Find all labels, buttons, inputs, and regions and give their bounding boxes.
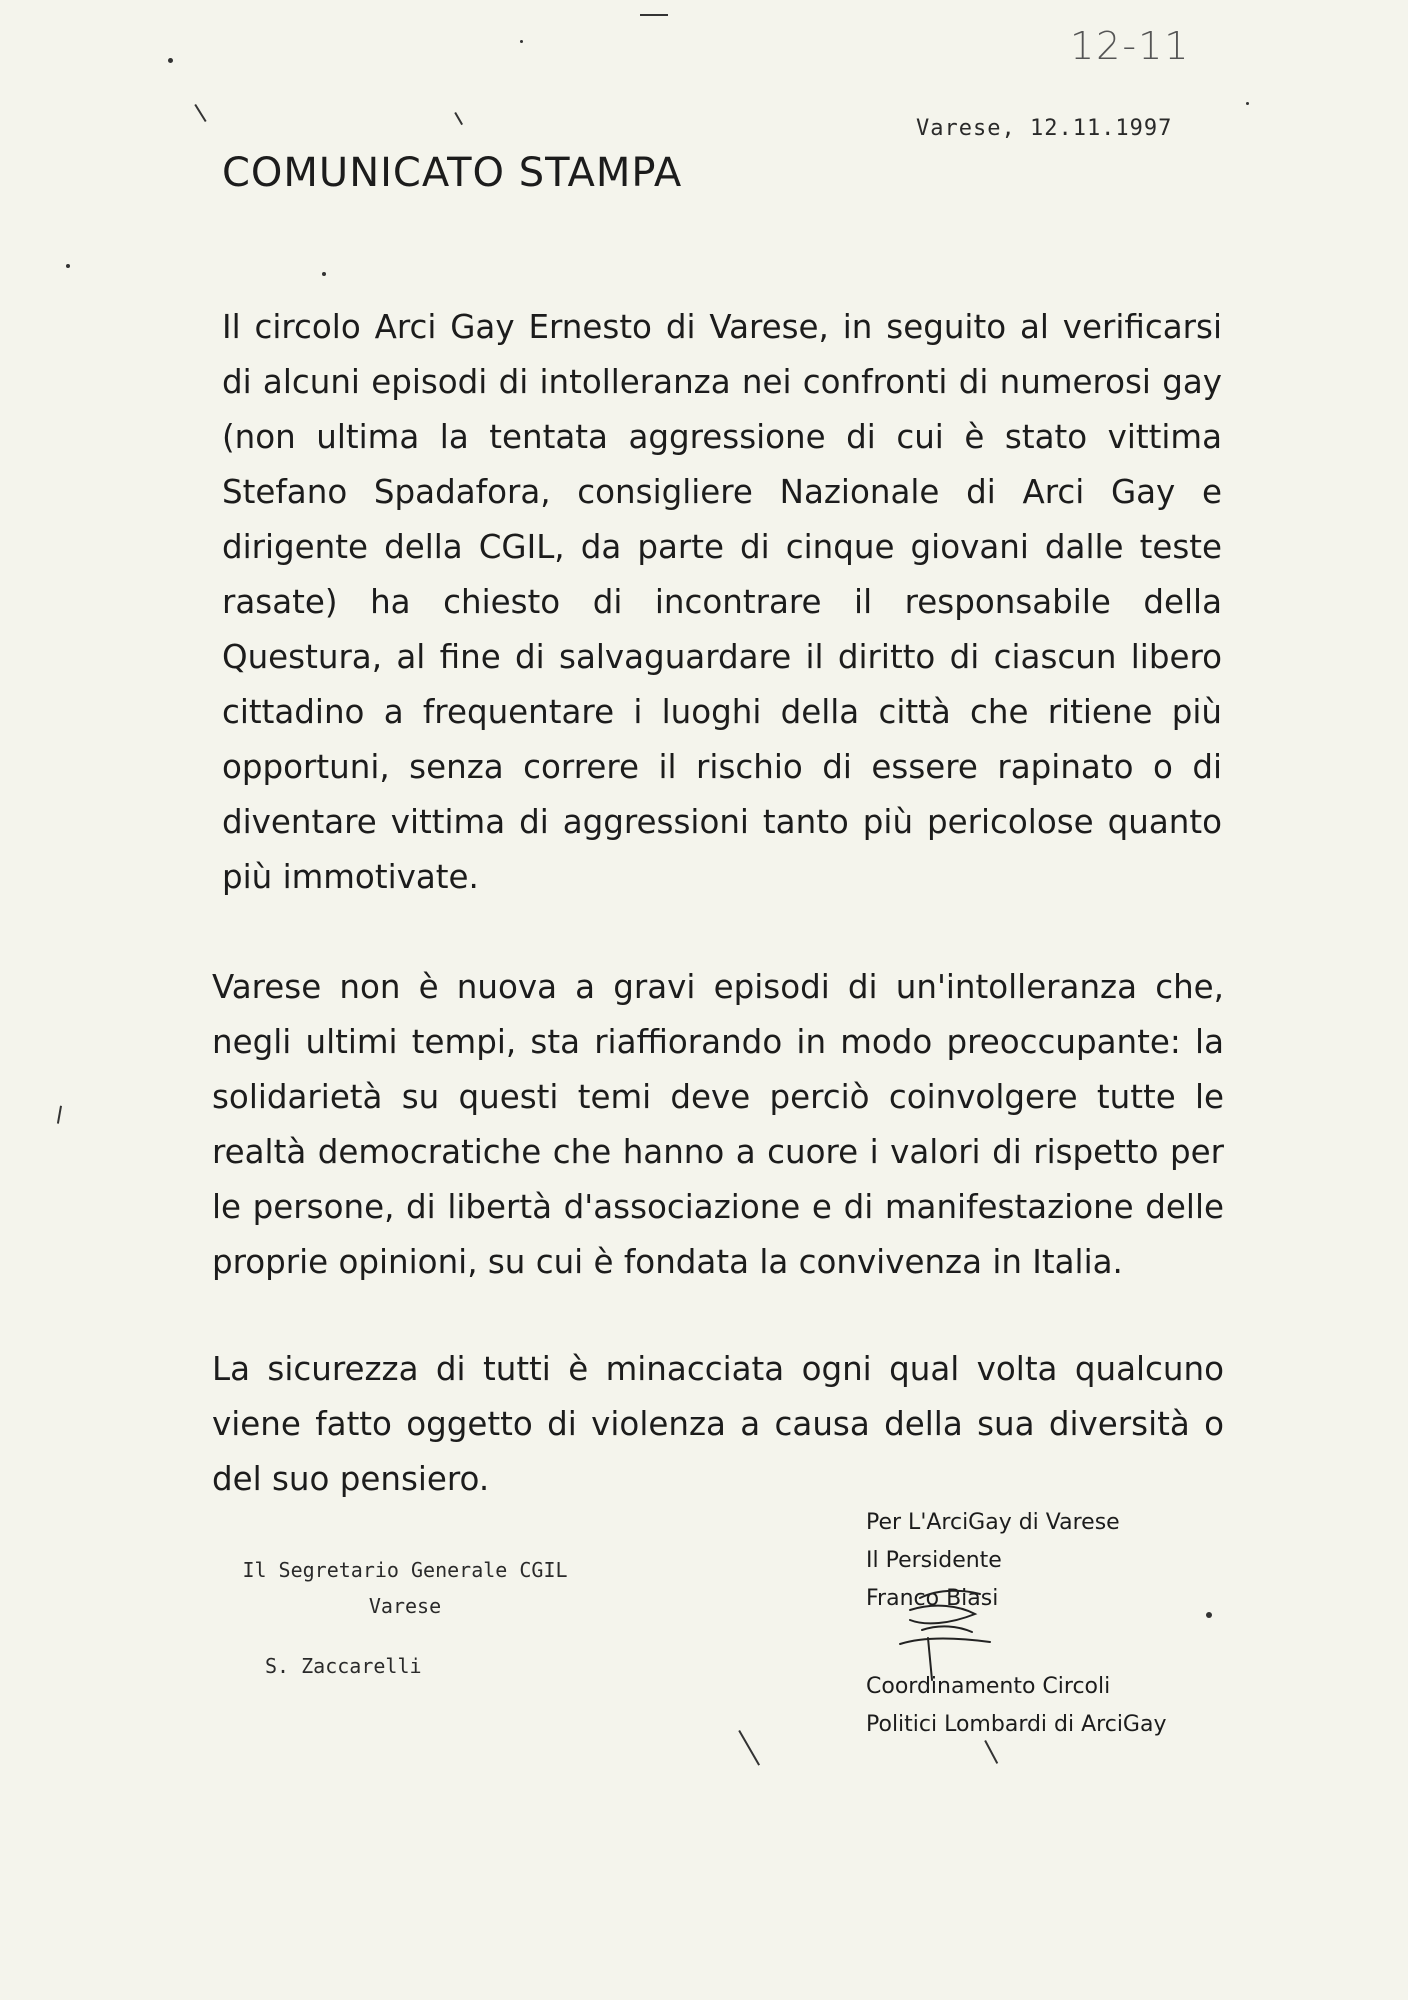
- document-date: Varese, 12.11.1997: [916, 116, 1173, 141]
- handwritten-signature: [880, 1580, 1030, 1690]
- cgil-signatory-name: S. Zaccarelli: [265, 1654, 422, 1678]
- body-paragraph-2: Varese non è nuova a gravi episodi di un'intolleranza che, negli ultimi tempi, sta riaffiorando in modo preoccupante: la solidarietà su questi temi deve perciò coinvolgere tutte le realtà democratiche che hanno a cuore i valori di rispetto per le persone, di libertà d'associazione e di manifestazione delle proprie opinioni, su cui è fondata la convivenza in Italia.: [212, 968, 1224, 1281]
- scan-mark-6: [640, 14, 668, 16]
- archive-mark: 12-11: [1070, 24, 1191, 68]
- arcigay-coordination: Coordinamento Circoli: [866, 1674, 1111, 1699]
- arcigay-org: Per L'ArciGay di Varese: [866, 1510, 1120, 1535]
- arcigay-signatory-name: Franco Biasi: [866, 1586, 999, 1611]
- cgil-city: Varese: [368, 1594, 442, 1618]
- signature-block-cgil: [205, 1552, 605, 1684]
- body-paragraph-1: Il circolo Arci Gay Ernesto di Varese, in seguito al verificarsi di alcuni episodi di intolleranza nei confronti di numerosi gay (non ultima la tentata aggressione di cui è stato vittima Stefano Spadafora, consigliere Nazionale di Arci Gay e dirigente della CGIL, da parte di cinque giovani dalle teste rasate) ha chiesto di incontrare il responsabile della Questura, al fine di salvaguardare il diritto di ciascun libero cittadino a frequentare i luoghi della città che ritiene più opportuni, senza correre il rischio di essere rapinato o di diventare vittima di aggressioni tanto più pericolose quanto più immotivate.: [222, 308, 1222, 896]
- cgil-role: Il Segretario Generale CGIL: [242, 1558, 568, 1582]
- body-paragraph-3: La sicurezza di tutti è minacciata ogni qual volta qualcuno viene fatto oggetto di violenza a causa della sua diversità o del suo pensiero.: [212, 1350, 1224, 1498]
- scan-mark-4: [738, 1730, 760, 1766]
- scan-mark-3: [57, 1106, 62, 1124]
- arcigay-role: Il Persidente: [866, 1548, 1002, 1573]
- scan-mark-2: [454, 112, 463, 125]
- arcigay-coordination-2: Politici Lombardi di ArciGay: [866, 1712, 1167, 1737]
- document-title: COMUNICATO STAMPA: [222, 150, 683, 196]
- scan-mark-1: [194, 104, 206, 122]
